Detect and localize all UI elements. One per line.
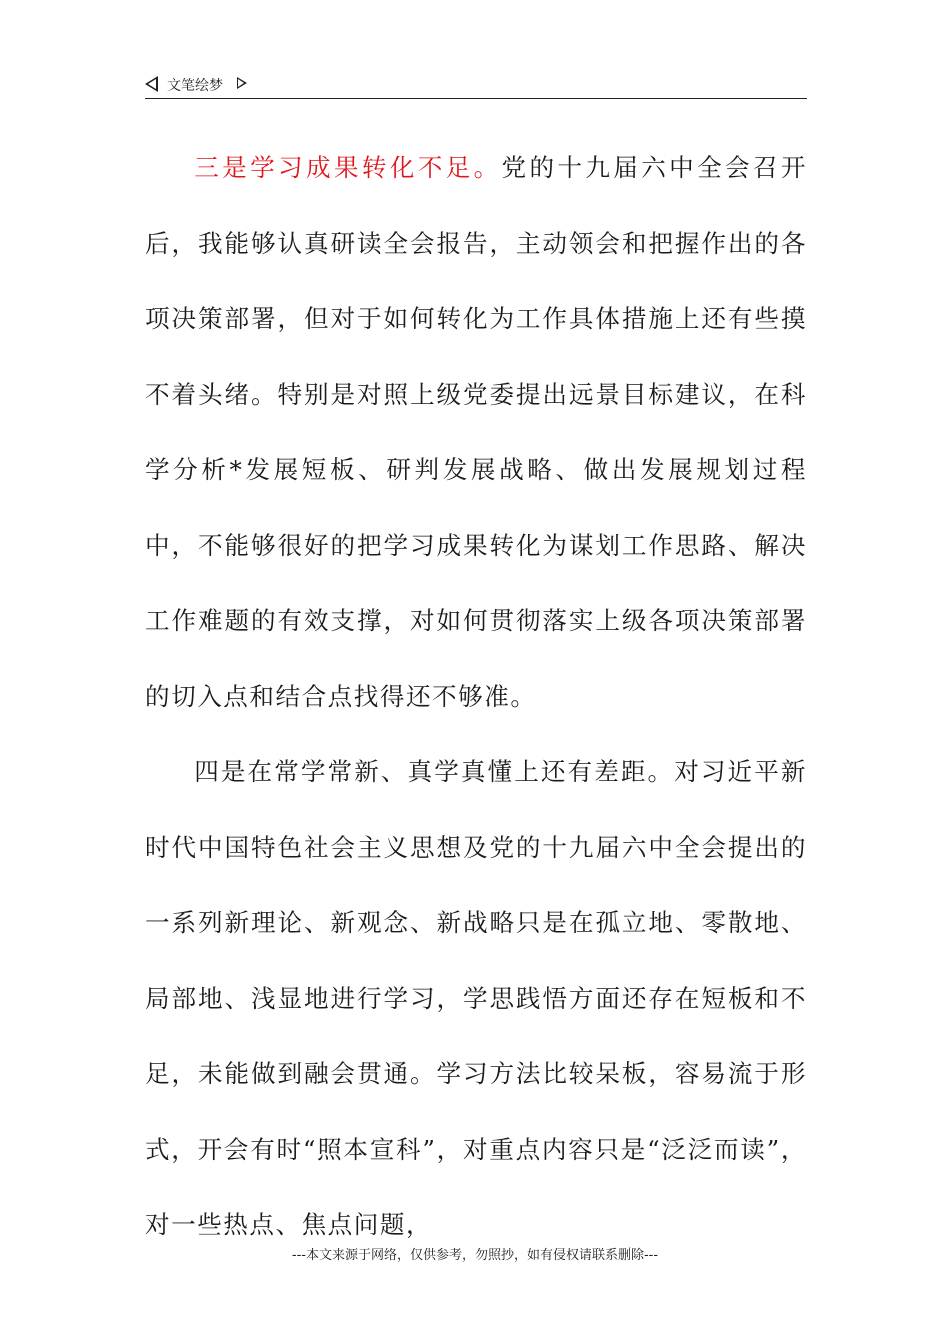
paragraph-3 xyxy=(145,130,807,734)
document-body xyxy=(145,130,807,1263)
triangle-left-icon xyxy=(145,76,158,92)
triangle-right-icon xyxy=(237,77,247,89)
paragraph-text: 党的十九届六中全会召开后，我能够认真研读全会报告，主动领会和把握作出的各项决策部署，但对于如何转化为工作具体措施上还有些摸不着头绪。特别是对照上级党委提出远景目标建议，在科学分析*发展短板、研判发展战略、做出发展规划过程中，不能够很好的把学习成果转化为谋划工作思路、解决工作难题的有效支撑，对如何贯彻落实上级各项决策部署的切入点和结合点找得还不够准。 xyxy=(145,153,807,711)
paragraph-text: 四是在常学常新、真学真懂上还有差距。对习近平新时代中国特色社会主义思想及党的十九届六中全会提出的一系列新理论、新观念、新战略只是在孤立地、零散地、局部地、浅显地进行学习，学思践悟方面还存在短板和不足，未能做到融会贯通。学习方法比较呆板，容易流于形式，开会有时“照本宣科”，对重点内容只是“泛泛而读”，对一些热点、焦点问题， xyxy=(145,757,807,1239)
header-brand: 文笔绘梦 xyxy=(167,78,223,94)
paragraph-4 xyxy=(145,734,807,1263)
page-header xyxy=(145,72,807,99)
page-footer-disclaimer: ---本文来源于网络，仅供参考，勿照抄，如有侵权请联系删除--- xyxy=(291,1248,659,1263)
paragraph-heading: 三是学习成果转化不足。 xyxy=(194,153,502,182)
